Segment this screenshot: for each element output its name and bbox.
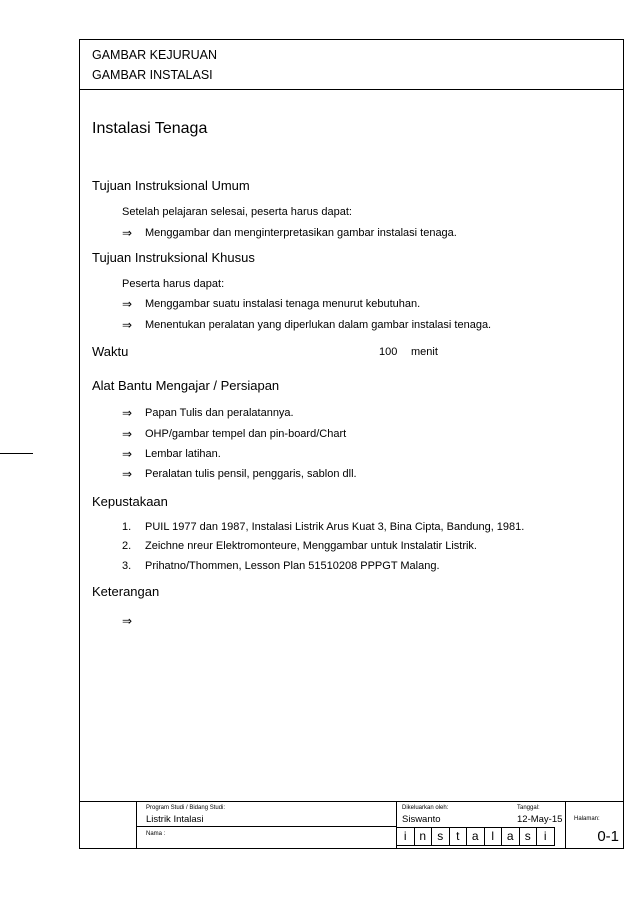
footer-divider: [565, 802, 566, 849]
page-title: Instalasi Tenaga: [92, 120, 208, 137]
alat-item: Lembar latihan.: [145, 448, 221, 460]
header-line-1: GAMBAR KEJURUAN: [92, 48, 218, 62]
document-frame: [79, 39, 624, 849]
arrow-icon: ⇒: [122, 427, 133, 441]
kepustakaan-num: 2.: [122, 540, 132, 552]
margin-mark: [0, 453, 33, 454]
waktu-value: 100: [379, 346, 398, 358]
arrow-icon: ⇒: [122, 614, 133, 628]
arrow-icon: ⇒: [122, 226, 133, 240]
tiu-heading: Tujuan Instruksional Umum: [92, 178, 250, 193]
kepustakaan-heading: Kepustakaan: [92, 494, 168, 509]
alat-heading: Alat Bantu Mengajar / Persiapan: [92, 378, 280, 393]
tik-intro: Peserta harus dapat:: [122, 278, 225, 290]
tanggal-label: Tanggal:: [517, 805, 540, 811]
document-header: [80, 40, 623, 90]
letter-box: i: [396, 827, 415, 846]
arrow-icon: ⇒: [122, 318, 133, 332]
kepustakaan-item: Prihatno/Thommen, Lesson Plan 51510208 PPPGT Malang.: [145, 560, 440, 572]
letter-box: t: [449, 827, 468, 846]
tiu-intro: Setelah pelajaran selesai, peserta harus dapat:: [122, 206, 352, 218]
page-number: 0-1: [597, 828, 619, 845]
letter-box: n: [414, 827, 433, 846]
tanggal-value: 12-May-15: [517, 814, 563, 825]
program-value: Listrik Intalasi: [146, 814, 204, 825]
instalasi-letter-boxes: [397, 827, 564, 846]
alat-item: OHP/gambar tempel dan pin-board/Chart: [145, 428, 347, 440]
header-line-2: GAMBAR INSTALASI: [92, 68, 213, 82]
program-label: Program Studi / Bidang Studi:: [146, 805, 226, 811]
tik-heading: Tujuan Instruksional Khusus: [92, 250, 255, 265]
letter-box: a: [466, 827, 485, 846]
arrow-icon: ⇒: [122, 406, 133, 420]
arrow-icon: ⇒: [122, 467, 133, 481]
arrow-icon: ⇒: [122, 297, 133, 311]
letter-box: s: [431, 827, 450, 846]
alat-item: Peralatan tulis pensil, penggaris, sablon dll.: [145, 468, 357, 480]
alat-item: Papan Tulis dan peralatannya.: [145, 407, 294, 419]
letter-box: a: [501, 827, 520, 846]
footer-divider: [136, 826, 396, 827]
letter-box: s: [519, 827, 538, 846]
halaman-label: Halaman:: [574, 816, 600, 822]
dikeluarkan-value: Siswanto: [402, 814, 441, 825]
dikeluarkan-label: Dikeluarkan oleh:: [402, 805, 449, 811]
kepustakaan-item: PUIL 1977 dan 1987, Instalasi Listrik Arus Kuat 3, Bina Cipta, Bandung, 1981.: [145, 521, 525, 533]
tik-item: Menentukan peralatan yang diperlukan dalam gambar instalasi tenaga.: [145, 319, 492, 331]
footer-block: [80, 801, 623, 849]
kepustakaan-num: 3.: [122, 560, 132, 572]
nama-label: Nama :: [146, 831, 166, 837]
waktu-unit: menit: [411, 346, 438, 358]
letter-box: l: [484, 827, 503, 846]
kepustakaan-item: Zeichne nreur Elektromonteure, Menggambar untuk Instalatir Listrik.: [145, 540, 477, 552]
letter-box: i: [536, 827, 555, 846]
waktu-label: Waktu: [92, 344, 129, 359]
arrow-icon: ⇒: [122, 447, 133, 461]
keterangan-heading: Keterangan: [92, 584, 160, 599]
kepustakaan-num: 1.: [122, 521, 132, 533]
tik-item: Menggambar suatu instalasi tenaga menurut kebutuhan.: [145, 298, 421, 310]
tiu-item: Menggambar dan menginterpretasikan gambar instalasi tenaga.: [145, 227, 457, 239]
